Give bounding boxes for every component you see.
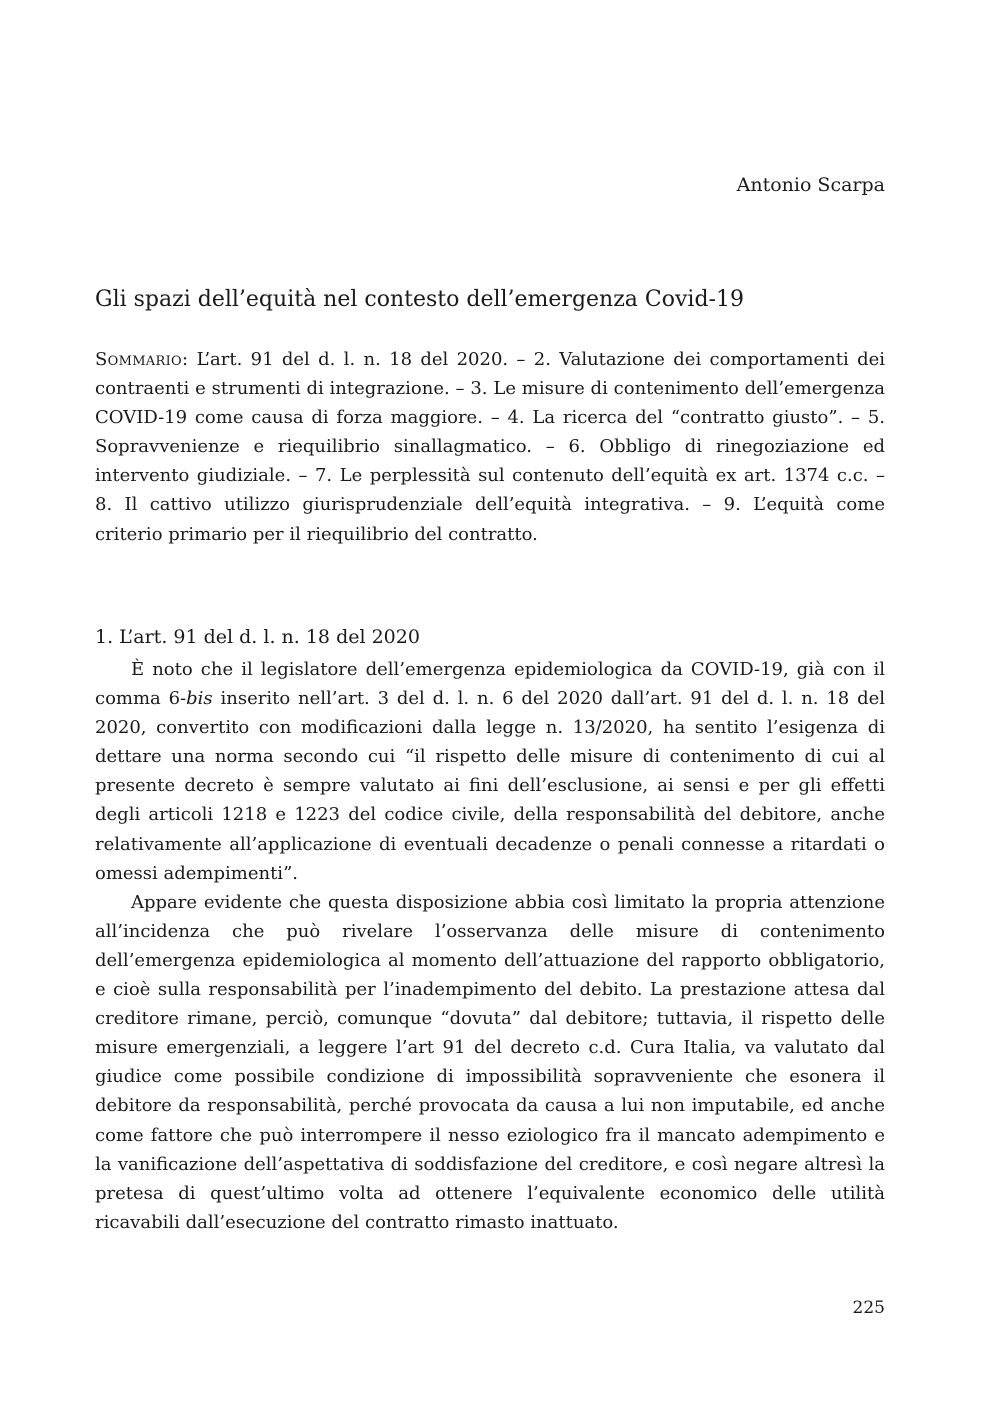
document-page	[95, 0, 885, 1412]
paragraph-1-italic-term: bis	[186, 688, 213, 710]
paragraph-1-text-end: inserito nell’art. 3 del d. l. n. 6 del 2020 dall’art. 91 del d. l. n. 18 del 2020, convertito con modificazioni dalla legge n. 13/2020, ha sentito l’esigenza di dettare una norma secondo cui “il rispetto delle misure di contenimento di cui al presente decreto è sempre valutato ai fini dell’esclusione, ai sensi e per gli effetti degli articoli 1218 e 1223 del codice civile, della responsabilità del debitore, anche relativamente all’applicazione di eventuali decadenze o penali connesse a ritardati o omessi adempimenti”.	[95, 688, 885, 884]
section-body	[95, 655, 885, 1237]
summary-paragraph	[95, 345, 885, 549]
paragraph-1-text-start: È noto che il legislatore dell’emergenza epidemiologica da COVID-19, già con il comma 6-	[95, 659, 885, 710]
body-paragraph-1	[95, 655, 885, 888]
author-name: Antonio Scarpa	[736, 174, 885, 196]
page-number: 225	[852, 1298, 885, 1318]
summary-text: L’art. 91 del d. l. n. 18 del 2020. – 2. Valutazione dei comportamenti dei contraenti e strumenti di integrazione. – 3. Le misure di contenimento dell’emergenza COVID-19 come causa di forza maggiore. – 4. La ricerca del “contratto giusto”. – 5. Sopravvenienze e riequilibrio sinallagmatico. – 6. Obbligo di rinegoziazione ed intervento giudiziale. – 7. Le perplessità sul contenuto dell’equità ex art. 1374 c.c. – 8. Il cattivo utilizzo giurisprudenziale dell’equità integrativa. – 9. L’equità come criterio primario per il riequilibrio del contratto.	[95, 349, 885, 545]
article-title: Gli spazi dell’equità nel contesto dell’emergenza Covid-19	[95, 287, 744, 312]
summary-label: Sommario:	[95, 349, 189, 370]
section-heading: 1. L’art. 91 del d. l. n. 18 del 2020	[95, 626, 420, 648]
body-paragraph-2: Appare evidente che questa disposizione abbia così limitato la propria attenzione all’incidenza che può rivelare l’osservanza delle misure di contenimento dell’emergenza epidemiologica al momento dell’attuazione del rapporto obbligatorio, e cioè sulla responsabilità per l’inadempimento del debito. La prestazione attesa dal creditore rimane, perciò, comunque “dovuta” dal debitore; tuttavia, il rispetto delle misure emergenziali, a leggere l’art 91 del decreto c.d. Cura Italia, va valutato dal giudice come possibile condizione di impossibilità sopravveniente che esonera il debitore da responsabilità, perché provocata da causa a lui non imputabile, ed anche come fattore che può interrompere il nesso eziologico fra il mancato adempimento e la vanificazione dell’aspettativa di soddisfazione del creditore, e così negare altresì la pretesa di quest’ultimo volta ad ottenere l’equivalente economico delle utilità ricavabili dall’esecuzione del contratto rimasto inattuato.	[95, 891, 885, 1233]
